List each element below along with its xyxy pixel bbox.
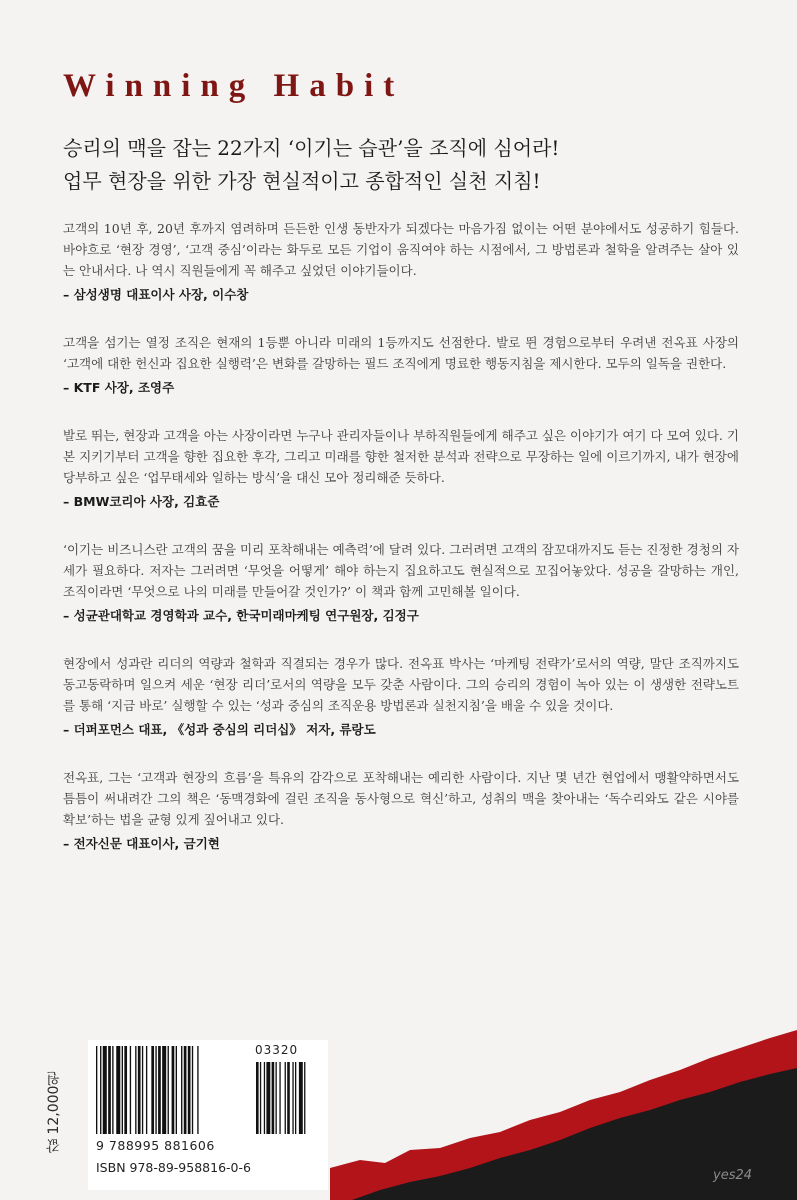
headline-line-1: 승리의 맥을 잡는 22가지 ‘이기는 습관’을 조직에 심어라! (63, 136, 560, 160)
barcode-bar (130, 1046, 131, 1134)
barcode-bar (184, 1046, 187, 1134)
barcode-addon-bar (256, 1062, 259, 1134)
endorsement-author: – 삼성생명 대표이사 사장, 이수창 (63, 287, 249, 302)
barcode-bar (112, 1046, 113, 1134)
barcode-bar (138, 1046, 141, 1134)
barcode-bar (103, 1046, 107, 1134)
barcode-bar (100, 1046, 101, 1134)
price-label: 값 12,000원 (46, 1071, 62, 1153)
barcode-bar (158, 1046, 161, 1134)
barcode-number: 9 788995 881606 (96, 1138, 215, 1153)
barcode-addon-bar (264, 1062, 265, 1134)
endorsement-6 (63, 767, 739, 855)
endorsement-quote: 현장에서 성과란 리더의 역량과 철학과 직결되는 경우가 많다. 전옥표 박사는 ‘마케팅 전략가’로서의 역량, 말단 조직까지도 동고동락하며 일으켜 세운 ‘현장 리더’로서의 역량을 모두 갖춘 사람이다. 그의 승리의 경험이 녹아 있는 이 생생한 전략노트를 통해 ‘지금 바로’ 실행할 수 있는 ‘성과 중심의 조직운용 방법론과 실천지침’을 배울 수 있을 것이다. (63, 656, 739, 713)
barcode-bar (135, 1046, 136, 1134)
barcode-bar (172, 1046, 175, 1134)
barcode-bar (146, 1046, 147, 1134)
cover-title: Winning Habit (63, 68, 405, 104)
barcode-addon-bar (279, 1062, 280, 1134)
endorsement-author: – 더퍼포먼스 대표, 《성과 중심의 리더십》 저자, 류랑도 (63, 722, 376, 737)
endorsement-3 (63, 425, 739, 513)
endorsement-author: – KTF 사장, 조영주 (63, 380, 175, 395)
barcode-bar (122, 1046, 123, 1134)
barcode-bar (124, 1046, 127, 1134)
endorsement-1 (63, 218, 739, 306)
endorsement-quote: 전옥표, 그는 ‘고객과 현장의 흐름’을 특유의 감각으로 포착해내는 예리한 사람이다. 지난 몇 년간 현업에서 맹활약하면서도 틈틈이 써내려간 그의 책은 ‘동맥경화에 걸린 조직을 동사형으로 혁신’하고, 성취의 맥을 찾아내는 ‘독수리와도 같은 시야를 확보’하는 법을 균형 있게 짚어내고 있다. (63, 770, 739, 827)
barcode-bar (116, 1046, 120, 1134)
barcode-block (88, 1040, 328, 1190)
barcode-bar (168, 1046, 169, 1134)
barcode-bar (176, 1046, 177, 1134)
endorsement-quote: 고객의 10년 후, 20년 후까지 염려하며 든든한 인생 동반자가 되겠다는 마음가짐 없이는 어떤 분야에서도 성공하기 힘들다. 바야흐로 ‘현장 경영’, ‘고객 중심’이라는 화두로 모든 기업이 움직여야 하는 시점에서, 그 방법론과 철학을 알려주는 살아 있는 안내서다. 나 역시 직원들에게 꼭 해주고 싶었던 이야기들이다. (63, 221, 739, 278)
endorsement-quote: 고객을 섬기는 열정 조직은 현재의 1등뿐 아니라 미래의 1등까지도 선점한다. 발로 뛴 경험으로부터 우려낸 전옥표 사장의 ‘고객에 대한 헌신과 집요한 실행력’은 변화를 갈망하는 필드 조직에게 명료한 행동지침을 제시한다. 모두의 일독을 권한다. (63, 335, 739, 371)
barcode-bar (142, 1046, 143, 1134)
isbn-number: ISBN 978-89-958816-0-6 (96, 1160, 251, 1175)
watermark-text: yes24 (713, 1168, 753, 1183)
endorsement-author: – BMW코리아 사장, 김효준 (63, 494, 220, 509)
barcode-bar (96, 1046, 97, 1134)
endorsement-2 (63, 332, 739, 399)
barcode-addon-bar (276, 1062, 277, 1134)
barcode-addon-bar (287, 1062, 290, 1134)
barcode-bar (162, 1046, 166, 1134)
barcode-bar (155, 1046, 156, 1134)
barcode-bar (197, 1046, 198, 1134)
barcode-bar (181, 1046, 182, 1134)
barcode-addon-bar (299, 1062, 303, 1134)
endorsement-list (63, 218, 739, 881)
endorsement-5 (63, 653, 739, 741)
barcode-addon-bar (295, 1062, 296, 1134)
endorsement-author: – 성균관대학교 경영학과 교수, 한국미래마케팅 연구원장, 김정구 (63, 608, 419, 623)
endorsement-quote: ‘이기는 비즈니스란 고객의 꿈을 미리 포착해내는 예측력’에 달려 있다. 그러려면 고객의 잠꼬대까지도 듣는 진정한 경청의 자세가 필요하다. 저자는 그러려면 ‘무엇을 어떻게’ 해야 하는지 집요하고도 현실적으로 꼬집어놓았다. 성공을 갈망하는 개인, 조직이라면 ‘무엇으로 나의 미래를 만들어갈 것인가?’ 이 책과 함께 고민해볼 일이다. (63, 542, 739, 599)
endorsement-quote: 발로 뛰는, 현장과 고객을 아는 사장이라면 누구나 관리자들이나 부하직원들에게 해주고 싶은 이야기가 여기 다 모여 있다. 기본 지키기부터 고객을 향한 집요한 후각, 그리고 미래를 향한 철저한 분석과 전략으로 무장하는 일에 이르기까지, 내가 현장에 당부하고 싶은 ‘업무태세와 일하는 방식’을 대신 모아 정리해준 듯하다. (63, 428, 739, 485)
barcode-bar (188, 1046, 191, 1134)
barcode-addon-bar (266, 1062, 270, 1134)
barcode-icon (94, 1046, 324, 1138)
barcode-addon-bar (285, 1062, 286, 1134)
barcode-addon-bar (260, 1062, 261, 1134)
barcode-addon-bar (304, 1062, 305, 1134)
barcode-addon-bar (272, 1062, 275, 1134)
barcode-addon-number: 03320 (255, 1043, 299, 1057)
endorsement-author: – 전자신문 대표이사, 금기현 (63, 836, 220, 851)
headline-line-2: 업무 현장을 위한 가장 현실적이고 종합적인 실천 지침! (63, 169, 541, 193)
barcode-bar (108, 1046, 111, 1134)
barcode-bar (151, 1046, 154, 1134)
headline (63, 132, 763, 198)
barcode-bar (192, 1046, 193, 1134)
barcode-addon-bar (292, 1062, 293, 1134)
endorsement-4 (63, 539, 739, 627)
